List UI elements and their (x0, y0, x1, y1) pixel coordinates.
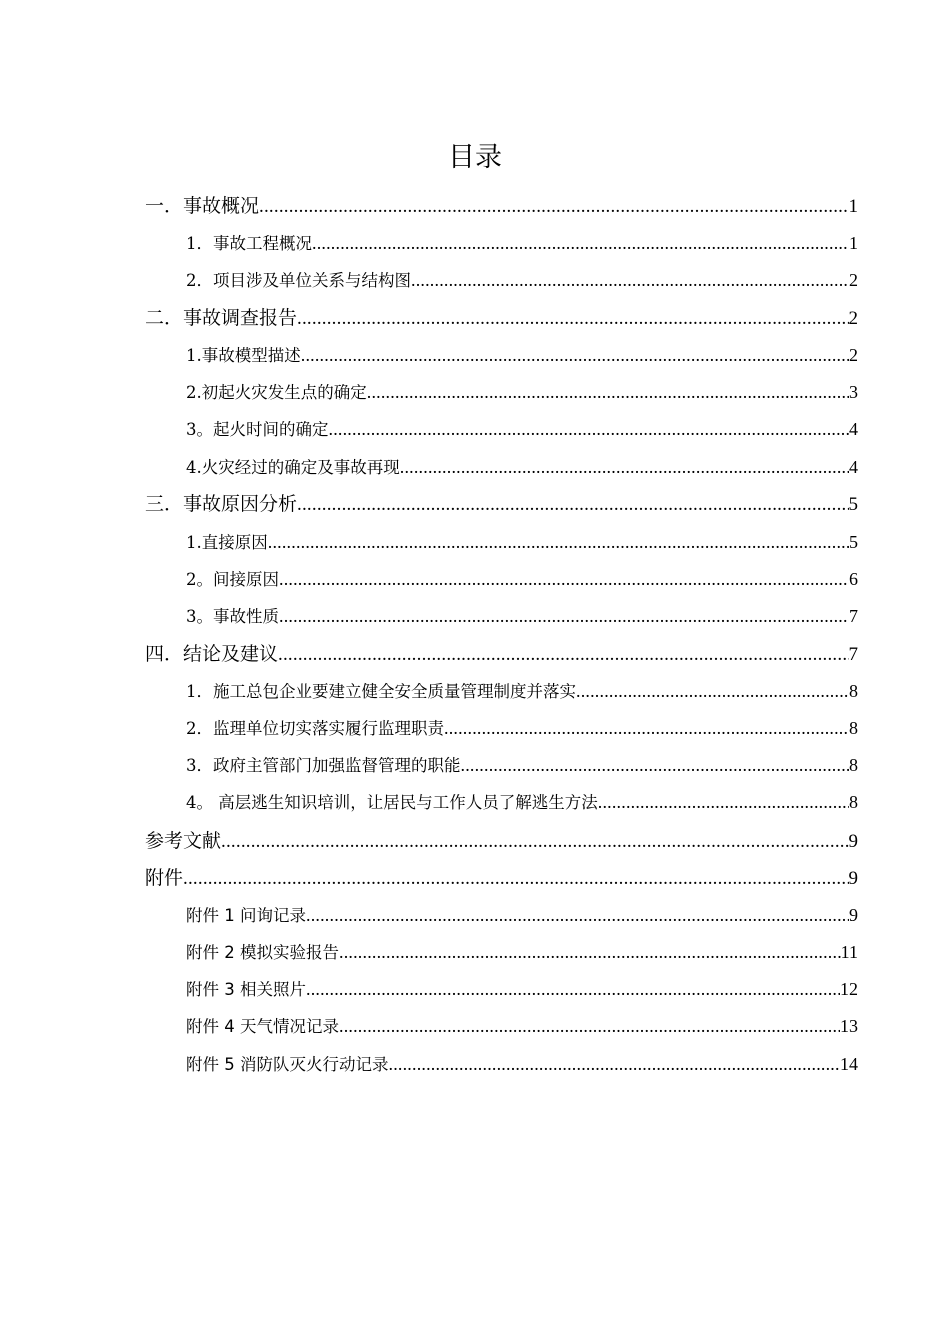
toc-entry-label: 2．监理单位切实落实履行监理职责 (186, 719, 444, 738)
toc-entry-page: 2 (849, 345, 858, 365)
toc-entry-label: 4.火灾经过的确定及事故再现 (186, 458, 400, 477)
toc-title: 目录 (448, 142, 502, 173)
toc-entry[interactable] (186, 267, 858, 293)
toc-entry[interactable] (186, 678, 858, 704)
toc-entry-label: 2.初起火灾发生点的确定 (186, 383, 367, 402)
toc-entry-page: 14 (840, 1054, 858, 1074)
dot-leader (400, 454, 849, 480)
toc-entry-label: 附件 3 相关照片 (186, 980, 306, 999)
toc-entry[interactable] (186, 939, 858, 965)
toc-entry-label: 3．政府主管部门加强监督管理的职能 (186, 756, 461, 775)
dot-leader (411, 267, 849, 293)
toc-entry[interactable] (186, 342, 858, 368)
dot-leader (312, 230, 849, 256)
dot-leader (598, 789, 849, 815)
toc-entry[interactable] (186, 1013, 858, 1039)
toc-entry-page: 9 (848, 868, 858, 889)
toc-entry-page: 8 (849, 718, 858, 738)
dot-leader (297, 491, 848, 519)
toc-entry-label: 附件 (145, 867, 184, 889)
toc-entry[interactable] (186, 416, 858, 442)
toc-entry-label: 二．事故调查报告 (145, 307, 298, 329)
dot-leader (461, 752, 850, 778)
dot-leader (306, 902, 849, 928)
toc-entry-page: 1 (848, 196, 858, 217)
dot-leader (301, 342, 849, 368)
dot-leader (268, 529, 849, 555)
dot-leader (367, 379, 849, 405)
toc-entry-page: 4 (849, 419, 858, 439)
toc-entry-label: 3。起火时间的确定 (186, 420, 329, 439)
toc-entry-label: 三．事故原因分析 (145, 493, 298, 515)
dot-leader (259, 193, 848, 221)
dot-leader (306, 976, 840, 1002)
dot-leader (329, 416, 850, 442)
toc-entry-appendix[interactable] (145, 864, 858, 892)
dot-leader (389, 1051, 841, 1077)
toc-entry-page: 1 (849, 233, 858, 253)
toc-entry-label: 1.事故模型描述 (186, 346, 301, 365)
toc-entry-page: 8 (849, 681, 858, 701)
toc-entry[interactable] (186, 454, 858, 480)
dot-leader (279, 566, 849, 592)
toc-entry-label: 4。 高层逃生知识培训，让居民与工作人员了解逃生方法 (186, 793, 598, 812)
toc-entry[interactable] (186, 789, 858, 815)
toc-entry-label: 四．结论及建议 (145, 643, 279, 665)
toc-entry[interactable] (186, 230, 858, 256)
toc-entry[interactable] (186, 715, 858, 741)
dot-leader (339, 1013, 840, 1039)
dot-leader (576, 678, 849, 704)
toc-entry-label: 2．项目涉及单位关系与结构图 (186, 271, 411, 290)
toc-entry[interactable] (186, 976, 858, 1002)
toc-entry-section-2[interactable] (145, 304, 858, 332)
toc-entry-label: 参考文献 (145, 830, 222, 852)
toc-entry-label: 附件 5 消防队灭火行动记录 (186, 1055, 389, 1074)
toc-entry-page: 7 (849, 606, 858, 626)
toc-entry-page: 7 (848, 644, 858, 665)
dot-leader (278, 641, 848, 669)
toc-entry-page: 8 (849, 792, 858, 812)
toc-entry-page: 13 (840, 1016, 858, 1036)
toc-entry-page: 2 (849, 270, 858, 290)
toc-entry[interactable] (186, 603, 858, 629)
toc-entry-page: 5 (848, 494, 858, 515)
toc-entry-section-4[interactable] (145, 640, 858, 668)
toc-entry-label: 附件 4 天气情况记录 (186, 1017, 339, 1036)
toc-entry-label: 3。事故性质 (186, 607, 279, 626)
toc-entry[interactable] (186, 902, 858, 928)
toc-entry[interactable] (186, 752, 858, 778)
toc-entry-section-3[interactable] (145, 490, 858, 518)
toc-entry-page: 8 (849, 755, 858, 775)
toc-entry-label: 1．事故工程概况 (186, 234, 312, 253)
toc-entry-label: 2。间接原因 (186, 570, 279, 589)
toc-entry-page: 4 (849, 457, 858, 477)
toc-entry[interactable] (186, 379, 858, 405)
toc-entry-label: 一．事故概况 (145, 195, 260, 217)
dot-leader (444, 715, 849, 741)
toc-entry-label: 附件 1 问询记录 (186, 906, 306, 925)
dot-leader (297, 305, 848, 333)
toc-entry[interactable] (186, 1051, 858, 1077)
toc-entry-page: 9 (849, 905, 858, 925)
toc-entry-label: 附件 2 模拟实验报告 (186, 943, 339, 962)
toc-entry-page: 3 (849, 382, 858, 402)
toc-entry-references[interactable] (145, 827, 858, 855)
toc-entry-label: 1．施工总包企业要建立健全安全质量管理制度并落实 (186, 682, 576, 701)
toc-entry-page: 5 (849, 532, 858, 552)
dot-leader (221, 828, 848, 856)
toc-entry-page: 6 (849, 569, 858, 589)
toc-entry-page: 2 (848, 308, 858, 329)
dot-leader (279, 603, 849, 629)
toc-entry-section-1[interactable] (145, 192, 858, 220)
toc-entry-page: 9 (848, 831, 858, 852)
toc-entry-page: 11 (840, 942, 858, 962)
dot-leader (183, 865, 848, 893)
toc-entry-label: 1.直接原因 (186, 533, 268, 552)
toc-entry-page: 12 (840, 979, 858, 999)
dot-leader (339, 939, 841, 965)
toc-entry[interactable] (186, 566, 858, 592)
toc-entry[interactable] (186, 529, 858, 555)
